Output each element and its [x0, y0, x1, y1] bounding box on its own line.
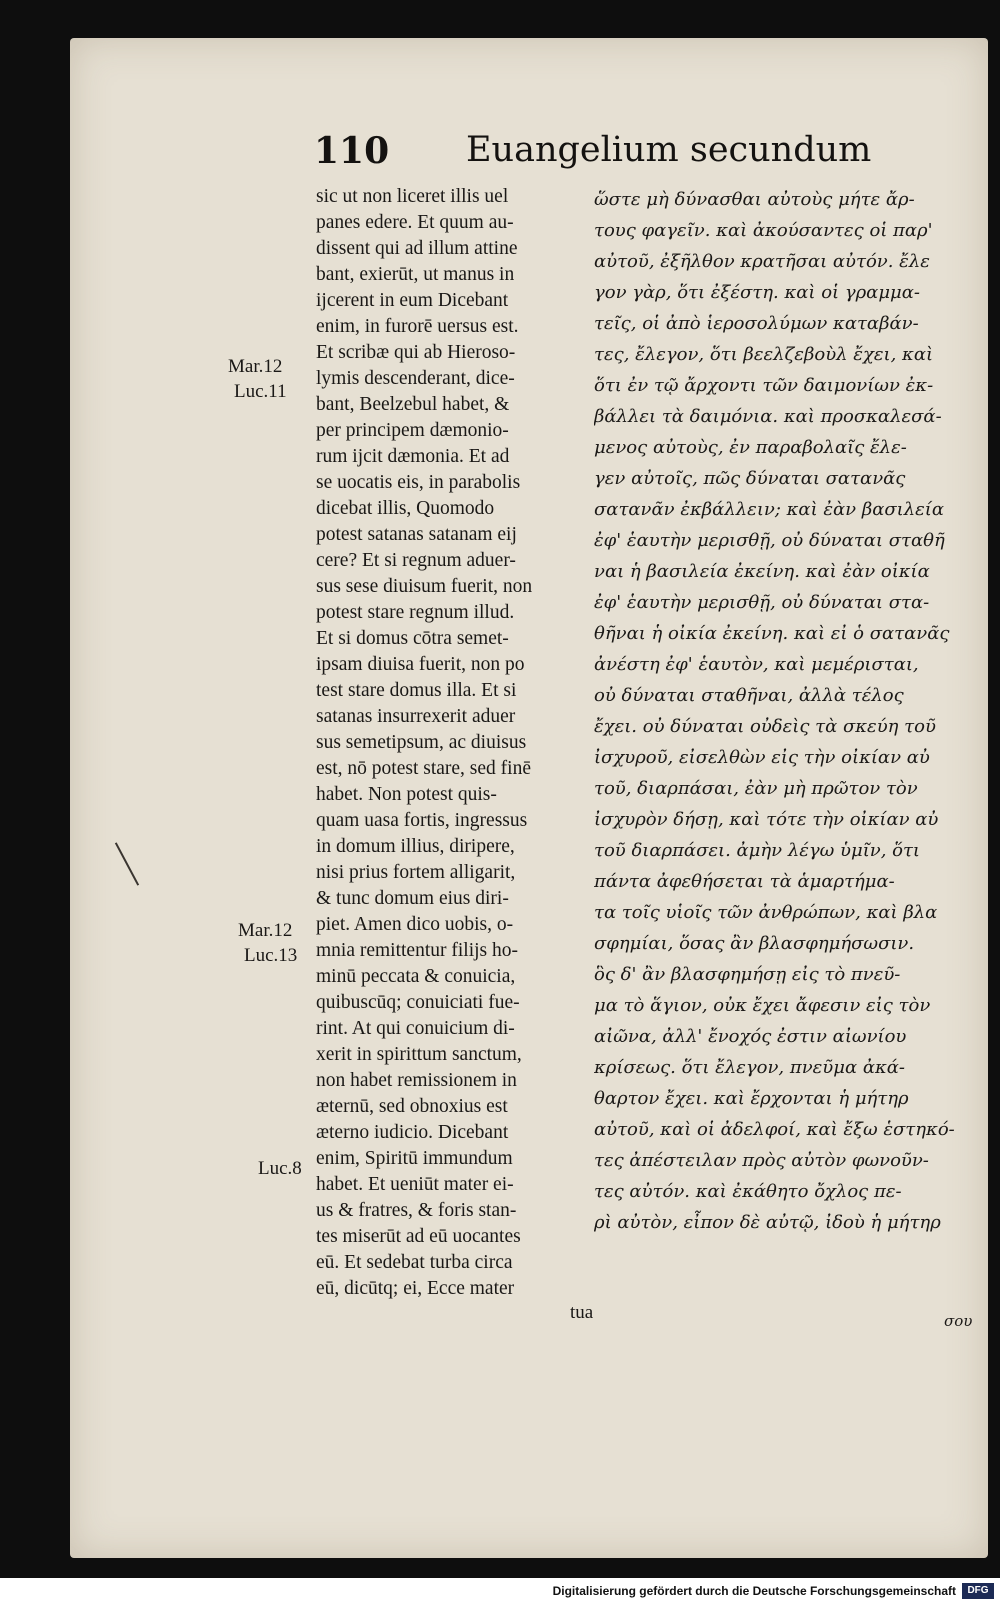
latin-column [316, 184, 598, 1302]
text-line: in domum illius, diripere, [316, 836, 515, 857]
page-number: 110 [314, 130, 390, 172]
greek-catchword: σου [944, 1312, 973, 1330]
text-line: ἔχει. οὐ δύναται οὐδεὶς τὰ σκεύη τοῦ [594, 716, 936, 737]
text-line: τεῖς, οἱ ἀπὸ ἱεροσολύμων καταβάν- [594, 313, 919, 334]
text-line: ἐφ' ἑαυτὴν μερισθῇ, οὐ δύναται σταθῆ [594, 530, 945, 551]
text-line: se uocatis eis, in parabolis [316, 472, 521, 493]
text-line: γον γὰρ, ὅτι ἐξέστη. καὶ οἱ γραμμα- [594, 282, 920, 303]
text-line: piet. Amen dico uobis, o- [316, 914, 514, 935]
text-line: μα τὸ ἅγιον, οὐκ ἔχει ἄφεσιν εἰς τὸν [594, 995, 931, 1016]
text-line: & tunc domum eius diri- [316, 888, 509, 909]
text-line: σφημίαι, ὅσας ἂν βλασφημήσωσιν. [594, 933, 915, 954]
running-title: Euangelium secundum [466, 130, 872, 170]
text-line: sic ut non liceret illis uel [316, 186, 509, 207]
text-line: τοῦ, διαρπάσαι, ἐὰν μὴ πρῶτον τὸν [594, 778, 918, 799]
text-line: æterno iudicio. Dicebant [316, 1122, 509, 1143]
margin-note: Luc.13 [244, 945, 298, 966]
text-line: οὐ δύναται σταθῆναι, ἀλλὰ τέλος [594, 685, 904, 706]
text-line: γεν αὐτοῖς, πῶς δύναται σατανᾶς [594, 468, 906, 489]
text-line: τες ἀπέστειλαν πρὸς αὐτὸν φωνοῦν- [594, 1150, 929, 1171]
text-line: quam uasa fortis, ingressus [316, 810, 528, 831]
text-line: αἰῶνα, ἀλλ' ἔνοχός ἐστιν αἰωνίου [594, 1026, 907, 1047]
text-line: ἀνέστη ἐφ' ἑαυτὸν, καὶ μεμέρισται, [594, 654, 919, 675]
text-line: αὐτοῦ, ἐξῆλθον κρατῆσαι αὐτόν. ἔλε [594, 251, 930, 272]
text-line: θαρτον ἔχει. καὶ ἔρχονται ἡ μήτηρ [594, 1088, 909, 1109]
text-line: rint. At qui conuicium di- [316, 1018, 515, 1039]
text-line: τα τοῖς υἱοῖς τῶν ἀνθρώπων, καὶ βλα [594, 902, 938, 923]
text-line: nisi prius fortem alligarit, [316, 862, 516, 883]
text-line: dicebat illis, Quomodo [316, 498, 495, 519]
text-line: μενος αὐτοὺς, ἐν παραβολαῖς ἔλε- [594, 437, 907, 458]
text-line: ναι ἡ βασιλεία ἐκείνη. καὶ ἐὰν οἰκία [594, 561, 930, 582]
text-line: Et si domus cōtra semet- [316, 628, 509, 649]
margin-note: Mar.12 [228, 356, 283, 377]
text-line: habet. Non potest quis- [316, 784, 497, 805]
text-line: ὃς δ' ἂν βλασφημήσῃ εἰς τὸ πνεῦ- [594, 964, 901, 985]
text-line: quibuscūq; conuiciati fue- [316, 992, 520, 1013]
text-line: minū peccata & conuicia, [316, 966, 516, 987]
page-header [314, 130, 872, 178]
text-line: sus sese diuisum fuerit, non [316, 576, 533, 597]
footer-bar [0, 1578, 1000, 1606]
text-line: bant, Beelzebul habet, & [316, 394, 510, 415]
margin-note: Luc.11 [234, 381, 287, 402]
text-line: ἰσχυρὸν δήσῃ, καὶ τότε τὴν οἰκίαν αὐ [594, 809, 939, 830]
text-line: bant, exierūt, ut manus in [316, 264, 515, 285]
text-line: potest satanas satanam eij [316, 524, 517, 545]
text-line: panes edere. Et quum au- [316, 212, 514, 233]
text-line: ὅτι ἐν τῷ ἄρχοντι τῶν δαιμονίων ἐκ- [594, 375, 934, 396]
text-line: ἰσχυροῦ, εἰσελθὼν εἰς τὴν οἰκίαν αὐ [594, 747, 930, 768]
text-line: eū. Et sedebat turba circa [316, 1252, 513, 1273]
text-line: non habet remissionem in [316, 1070, 517, 1091]
text-line: rum ijcit dæmonia. Et ad [316, 446, 510, 467]
text-line: tes miserūt ad eū uocantes [316, 1226, 521, 1247]
text-line: κρίσεως. ὅτι ἔλεγον, πνεῦμα ἀκά- [594, 1057, 906, 1078]
text-line: æternū, sed obnoxius est [316, 1096, 508, 1117]
latin-catchword: tua [570, 1302, 594, 1323]
text-line: τοῦ διαρπάσει. ἀμὴν λέγω ὑμῖν, ὅτι [594, 840, 920, 861]
greek-column [594, 184, 988, 1238]
text-line: habet. Et ueniūt mater ei- [316, 1174, 514, 1195]
text-line: τες αὐτόν. καὶ ἐκάθητο ὄχλος πε- [594, 1181, 902, 1202]
text-line: Et scribæ qui ab Hieroso- [316, 342, 516, 363]
text-line: cere? Et si regnum aduer- [316, 550, 516, 571]
dfg-logo: DFG [962, 1583, 994, 1599]
text-line: ἐφ' ἑαυτὴν μερισθῇ, οὐ δύναται στα- [594, 592, 930, 613]
footer-credit: Digitalisierung gefördert durch die Deutsche Forschungsgemeinschaft [552, 1584, 956, 1598]
text-line: enim, in furorē uersus est. [316, 316, 519, 337]
text-line: sus semetipsum, ac diuisus [316, 732, 527, 753]
text-line: θῆναι ἡ οἰκία ἐκείνη. καὶ εἰ ὁ σατανᾶς [594, 623, 950, 644]
margin-note: Mar.12 [238, 920, 293, 941]
text-line: xerit in spirittum sanctum, [316, 1044, 522, 1065]
text-line: lymis descenderant, dice- [316, 368, 515, 389]
text-line: τους φαγεῖν. καὶ ἀκούσαντες οἱ παρ' [594, 220, 933, 241]
text-line: τες, ἔλεγον, ὅτι βεελζεβοὺλ ἔχει, καὶ [594, 344, 934, 365]
text-line: per principem dæmonio- [316, 420, 509, 441]
text-line: ipsam diuisa fuerit, non po [316, 654, 525, 675]
text-line: potest stare regnum illud. [316, 602, 515, 623]
text-line: dissent qui ad illum attine [316, 238, 518, 259]
text-line: eū, dicūtq; ei, Ecce mater [316, 1278, 515, 1299]
margin-note: Luc.8 [258, 1158, 302, 1179]
text-line: πάντα ἀφεθήσεται τὰ ἁμαρτήμα- [594, 871, 895, 892]
text-line: test stare domus illa. Et si [316, 680, 517, 701]
text-line: ρὶ αὐτὸν, εἶπον δὲ αὐτῷ, ἰδοὺ ἡ μήτηρ [594, 1212, 941, 1233]
text-line: βάλλει τὰ δαιμόνια. καὶ προσκαλεσά- [594, 406, 942, 427]
text-line: est, nō potest stare, sed finē [316, 758, 531, 779]
text-line: satanas insurrexerit aduer [316, 706, 516, 727]
text-line: mnia remittentur filijs ho- [316, 940, 518, 961]
text-line: ijcerent in eum Dicebant [316, 290, 509, 311]
text-line: ὥστε μὴ δύνασθαι αὐτοὺς μήτε ἄρ- [594, 189, 915, 210]
text-line: us & fratres, & foris stan- [316, 1200, 517, 1221]
text-line: enim, Spiritū immundum [316, 1148, 513, 1169]
text-line: αὐτοῦ, καὶ οἱ ἀδελφοί, καὶ ἔξω ἑστηκό- [594, 1119, 955, 1140]
text-line: σατανᾶν ἐκβάλλειν; καὶ ἐὰν βασιλεία [594, 499, 945, 520]
